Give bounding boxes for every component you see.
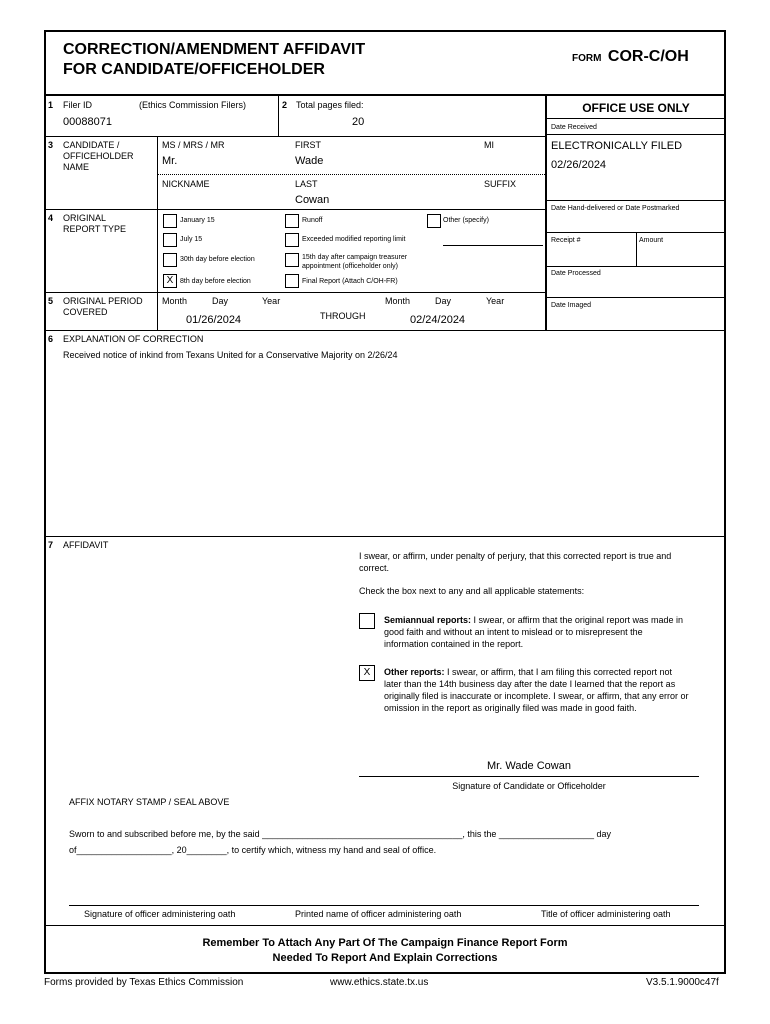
footer-version: V3.5.1.9000c47f <box>646 977 719 988</box>
office-use-divider <box>546 266 726 267</box>
from-year-label: Year <box>262 296 281 306</box>
section6-number: 6 <box>48 334 54 344</box>
form-code-value: COR-C/OH <box>607 48 689 65</box>
total-pages-value: 20 <box>352 116 365 128</box>
day15-label-line1: 15th day after campaign treasurer <box>302 254 408 261</box>
swear-statement: I swear, or affirm, under penalty of perjury, that this corrected report is true and correct. <box>359 551 672 573</box>
candidate-label <box>63 140 134 173</box>
office-use-divider <box>546 200 726 201</box>
form-title-line2: FOR CANDIDATE/OFFICEHOLDER <box>63 61 325 78</box>
to-month-label: Month <box>385 296 411 306</box>
report-type-label-line1: ORIGINAL <box>63 213 107 223</box>
officer-signature-line <box>69 905 699 906</box>
date-received-label: Date Received <box>551 124 597 131</box>
section-divider <box>44 136 545 137</box>
period-from-value: 01/26/2024 <box>186 314 242 326</box>
day15-label-line2: appointment (officeholder only) <box>302 263 398 270</box>
semiannual-checkbox[interactable] <box>359 613 375 629</box>
office-use-divider <box>546 118 726 119</box>
period-label-line1: ORIGINAL PERIOD <box>63 296 143 306</box>
semiannual-statement <box>384 614 684 650</box>
other-reports-statement <box>384 666 689 714</box>
form-code-prefix: FORM <box>572 53 602 64</box>
section-divider <box>44 925 726 926</box>
jan15-label: January 15 <box>180 217 215 224</box>
section-divider <box>44 209 545 210</box>
period-label-line2: COVERED <box>63 307 108 317</box>
first-name-label: FIRST <box>295 140 321 150</box>
other-reports-checkbox[interactable]: X <box>359 665 375 681</box>
candidate-signature-line <box>359 776 699 777</box>
footer-url: www.ethics.state.tx.us <box>330 977 429 988</box>
receipt-label: Receipt # <box>551 237 581 244</box>
prefix-value: Mr. <box>162 155 178 167</box>
office-use-divider <box>546 297 726 298</box>
filed-status: ELECTRONICALLY FILED <box>551 140 683 152</box>
exceeded-label: Exceeded modified reporting limit <box>302 236 406 243</box>
runoff-label: Runoff <box>302 217 323 224</box>
jul15-checkbox[interactable] <box>163 233 177 247</box>
day15-checkbox[interactable] <box>285 253 299 267</box>
period-to-value: 02/24/2024 <box>410 314 466 326</box>
affidavit-label: AFFIDAVIT <box>63 540 109 550</box>
semiannual-text: I swear, or affirm that the original report was made in good faith and without an intent to mislead or to misrepresent the information contained in the report. <box>384 615 683 649</box>
first-name-value: Wade <box>295 155 324 167</box>
section2-number: 2 <box>282 100 288 110</box>
filer-id-sublabel: (Ethics Commission Filers) <box>139 100 247 110</box>
section5-number: 5 <box>48 296 54 306</box>
semiannual-title: Semiannual reports: <box>384 615 472 625</box>
other-type-checkbox[interactable] <box>427 214 441 228</box>
section1-number: 1 <box>48 100 54 110</box>
day30-label: 30th day before election <box>180 256 255 263</box>
total-pages-label: Total pages filed: <box>296 100 364 110</box>
reminder-line2: Needed To Report And Explain Corrections <box>272 952 498 964</box>
to-year-label: Year <box>486 296 505 306</box>
jul15-label: July 15 <box>180 236 203 243</box>
mi-label: MI <box>484 140 494 150</box>
nickname-label: NICKNAME <box>162 179 210 189</box>
office-use-divider <box>546 134 726 135</box>
explanation-text: Received notice of inkind from Texans United for a Conservative Majority on 2/26/24 <box>63 350 398 360</box>
filer-id-value: 00088071 <box>63 116 112 128</box>
exceeded-checkbox[interactable] <box>285 233 299 247</box>
section4-number: 4 <box>48 213 54 223</box>
runoff-checkbox[interactable] <box>285 214 299 228</box>
day8-label: 8th day before election <box>180 278 251 285</box>
other-type-specify-line[interactable] <box>443 245 543 246</box>
office-use-title: OFFICE USE ONLY <box>582 101 690 115</box>
last-name-value: Cowan <box>295 194 330 206</box>
candidate-signature-label: Signature of Candidate or Officeholder <box>452 781 606 791</box>
suffix-label: SUFFIX <box>484 179 517 189</box>
date-hand-delivered-label: Date Hand-delivered or Date Postmarked <box>551 205 680 212</box>
amount-label: Amount <box>639 237 664 244</box>
officer-title-label: Title of officer administering oath <box>541 909 671 919</box>
sworn-statement-line1: Sworn to and subscribed before me, by the said ________________________________________, this the ___________________ day <box>69 829 611 839</box>
reminder-line1: Remember To Attach Any Part Of The Campaign Finance Report Form <box>202 937 568 949</box>
other-type-label: Other (specify) <box>443 217 489 224</box>
explanation-label: EXPLANATION OF CORRECTION <box>63 334 204 344</box>
day8-checkbox[interactable]: X <box>163 274 177 288</box>
from-day-label: Day <box>212 296 229 306</box>
last-name-label: LAST <box>295 179 318 189</box>
section3-number: 3 <box>48 140 54 150</box>
name-dotted-divider <box>158 174 545 175</box>
candidate-label-line2: OFFICEHOLDER <box>63 151 134 161</box>
footer-provider: Forms provided by Texas Ethics Commission <box>44 977 244 988</box>
candidate-signature: Mr. Wade Cowan <box>487 760 571 772</box>
final-report-checkbox[interactable] <box>285 274 299 288</box>
day30-checkbox[interactable] <box>163 253 177 267</box>
date-processed-label: Date Processed <box>551 270 601 277</box>
prefix-label: MS / MRS / MR <box>162 140 225 150</box>
section7-number: 7 <box>48 540 54 550</box>
date-imaged-label: Date Imaged <box>551 302 592 309</box>
filer-id-label: Filer ID <box>63 100 92 110</box>
other-reports-title: Other reports: <box>384 667 445 677</box>
form-code <box>572 48 689 66</box>
sworn-statement-line2: of___________________, 20________, to certify which, witness my hand and seal of office. <box>69 845 437 855</box>
report-type-label <box>63 213 126 235</box>
through-label: THROUGH <box>320 311 366 321</box>
office-use-divider-v <box>636 232 637 266</box>
check-instructions: Check the box next to any and all applicable statements: <box>359 586 585 596</box>
officer-name-label: Printed name of officer administering oath <box>295 909 462 919</box>
section-divider <box>44 292 545 293</box>
final-report-label: Final Report (Attach C/OH-FR) <box>302 278 398 285</box>
report-type-label-line2: REPORT TYPE <box>63 224 127 234</box>
candidate-label-line3: NAME <box>63 162 90 172</box>
form-title <box>63 40 365 80</box>
notary-stamp-label: AFFIX NOTARY STAMP / SEAL ABOVE <box>69 797 230 807</box>
section-divider-v <box>157 136 158 330</box>
form-title-line1: CORRECTION/AMENDMENT AFFIDAVIT <box>63 41 366 58</box>
from-month-label: Month <box>162 296 188 306</box>
officer-signature-label: Signature of officer administering oath <box>84 909 236 919</box>
candidate-label-line1: CANDIDATE / <box>63 140 120 150</box>
reminder-box <box>46 936 724 966</box>
jan15-checkbox[interactable] <box>163 214 177 228</box>
day15-label <box>302 253 407 271</box>
filed-date: 02/26/2024 <box>551 159 607 171</box>
section-divider <box>44 330 726 331</box>
other-reports-text: I swear, or affirm, that I am filing this corrected report not later than the 14th business day after the date I learned that the report as originally filed is inaccurate or incomplete. I swear, or affirm, that any error or omission in the report as originally filed was made in good faith. <box>384 667 689 713</box>
period-label <box>63 296 143 318</box>
section-divider-v <box>278 96 279 136</box>
section-divider <box>44 536 726 537</box>
to-day-label: Day <box>435 296 452 306</box>
